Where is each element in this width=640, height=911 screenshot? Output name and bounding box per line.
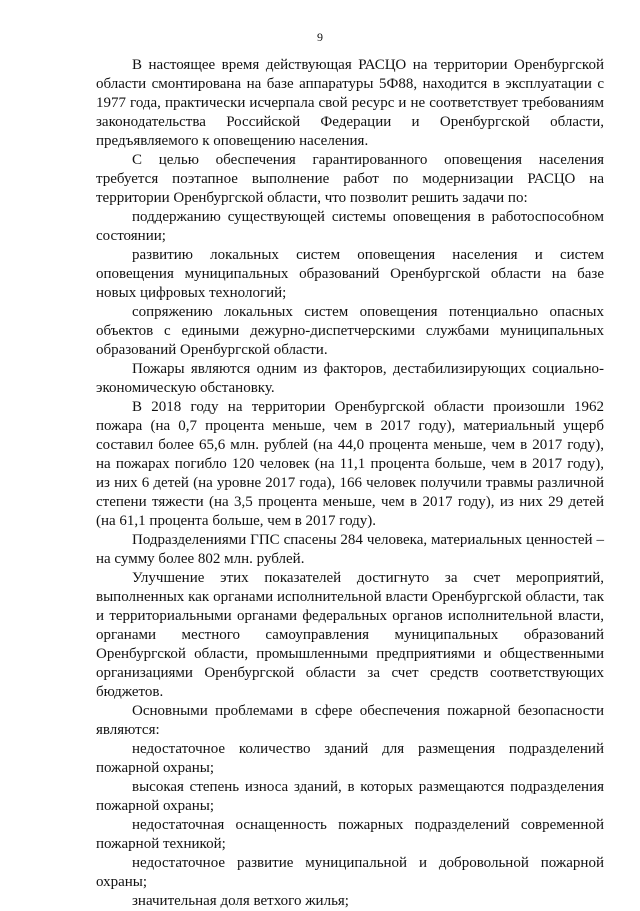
list-item-connect-local-systems: сопряжению локальных систем оповещения потенциально опасных объектов с едиными дежурно-диспетчерскими службами муниципальных образований Оренбургской области. [96, 304, 604, 358]
paragraph-rasco-modernization-goal: С целью обеспечения гарантированного оповещения населения требуется поэтапное выполнение работ по модернизации РАСЦО на территории Оренбургской области, что позволит решить задачи по: [96, 152, 604, 206]
list-item-building-wear: высокая степень износа зданий, в которых размещаются подразделения пожарной охраны; [96, 779, 604, 814]
paragraph-improvement-reasons: Улучшение этих показателей достигнуто за счет мероприятий, выполненных как органами исполнительной власти Оренбургской области, так и территориальными органами федеральных органов исполнительной власти, органами местного самоуправления муниципальных образований Оренбургской области, промышленными предприятиями и общественными организациями Оренбургской области за счет средств соответствующих бюджетов. [96, 570, 604, 700]
list-item-fire-protection-development: недостаточное развитие муниципальной и добровольной пожарной охраны; [96, 855, 604, 890]
list-item-develop-local-systems: развитию локальных систем оповещения населения и систем оповещения муниципальных образований Оренбургской области на базе новых цифровых технологий; [96, 247, 604, 301]
list-item-dilapidated-housing: значительная доля ветхого жилья; [132, 893, 349, 909]
paragraph-rescued-people: Подразделениями ГПС спасены 284 человека, материальных ценностей – на сумму более 802 млн. рублей. [96, 532, 604, 567]
page-number: 9 [317, 30, 323, 44]
list-item-insufficient-equipment: недостаточная оснащенность пожарных подразделений современной пожарной техникой; [96, 817, 604, 852]
list-item-insufficient-buildings: недостаточное количество зданий для размещения подразделений пожарной охраны; [96, 741, 604, 776]
paragraph-fires-factor: Пожары являются одним из факторов, дестабилизирующих социально-экономическую обстановку. [96, 361, 604, 396]
paragraph-fire-statistics-2018: В 2018 году на территории Оренбургской области произошли 1962 пожара (на 0,7 процента меньше, чем в 2017 году), материальный ущерб составил более 65,6 млн. рублей (на 44,0 процента меньше, чем в 2017 году), на пожарах погибло 120 человек (на 11,1 процента больше, чем в 2017 году), из них 6 детей (на уровне 2017 года), 166 человек получили травмы различной степени тяжести (на 3,5 процента меньше, чем в 2017 году), из них 29 детей (на 61,1 процента больше, чем в 2017 году). [96, 399, 604, 529]
paragraph-rasco-current-state: В настоящее время действующая РАСЦО на территории Оренбургской области смонтирована на базе аппаратуры 5Ф88, находится в эксплуатации с 1977 года, практически исчерпала свой ресурс и не соответствует требованиям законодательства Российской Федерации и Оренбургской области, предъявляемого к оповещению населения. [96, 57, 604, 149]
paragraph-main-problems: Основными проблемами в сфере обеспечения пожарной безопасности являются: [96, 703, 604, 738]
list-item-maintain-system: поддержанию существующей системы оповещения в работоспособном состоянии; [96, 209, 604, 244]
document-body [96, 56, 604, 911]
